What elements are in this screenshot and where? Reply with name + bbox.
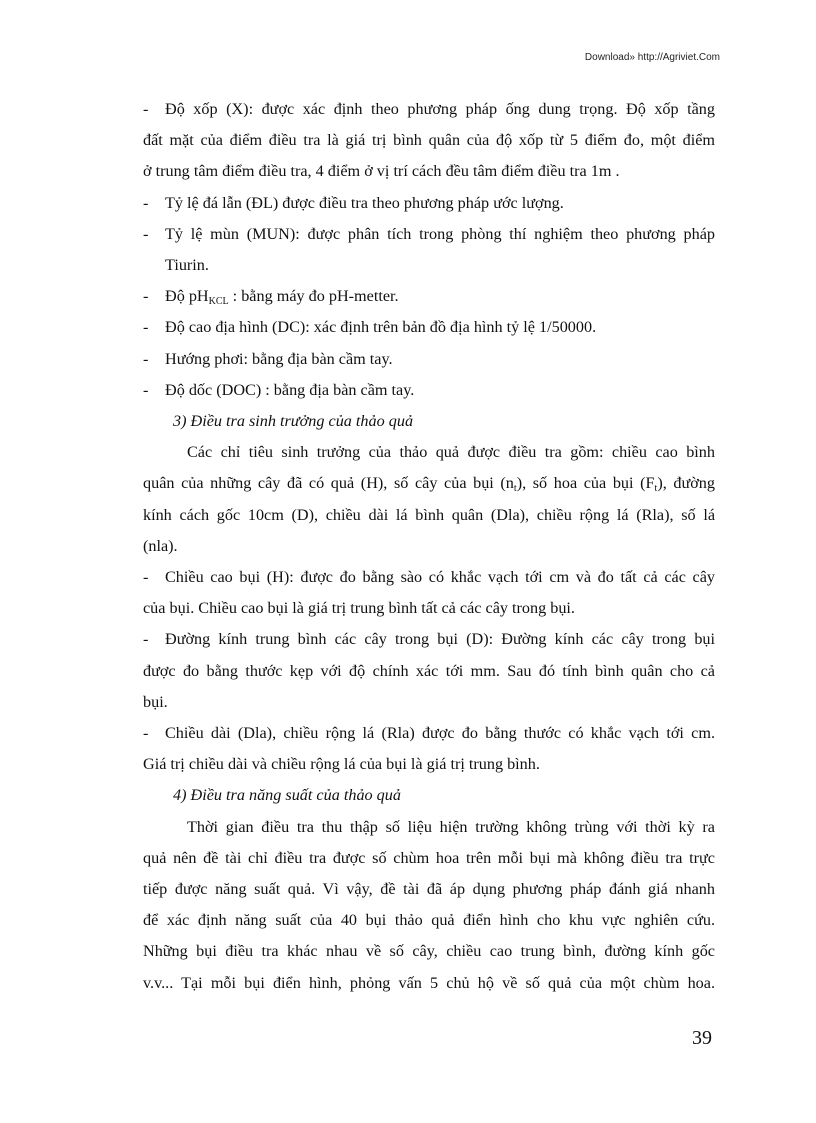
humus-line-1 [143,219,715,250]
s4-para-line-6: v.v... Tại mỗi bụi điển hình, phỏng vấn 5 chủ hộ về số quả của một chùm hoa. [143,973,715,992]
bullet: - [143,349,149,368]
porosity-text-1: Độ xốp (X): được xác định theo phương pháp ống dung trọng. Độ xốp tầng [165,100,715,118]
diameter-line-3: bụi. [143,692,168,711]
diameter-text-1: Đường kính trung bình các cây trong bụi (D): Đường kính các cây trong bụi [165,630,715,649]
aspect-item [143,344,715,375]
ph-item [143,281,715,312]
porosity-line-1 [143,94,715,125]
diameter-line-2: được đo bằng thước kẹp với độ chính xác tới mm. Sau đó tính bình quân cho cả [143,661,715,680]
height-line-1 [143,562,715,593]
subscript-t: t [513,483,517,495]
height-line-2: của bụi. Chiều cao bụi là giá trị trung bình tất cả các cây trong bụi. [143,599,575,618]
rock-text: Tỷ lệ đá lẫn (ĐL) được điều tra theo phương pháp ước lượng. [165,193,564,212]
leaf-line-1 [143,718,715,749]
s4-para-line-3: tiếp được năng suất quả. Vì vậy, đề tài đã áp dụng phương pháp đánh giá nhanh [143,880,715,899]
porosity-line-3: ở trung tâm điểm điều tra, 4 điểm ở vị trí cách đều tâm điểm điều tra 1m . [143,162,620,181]
height-text-1: Chiều cao bụi (H): được đo bằng sào có khắc vạch tới cm và đo tất cả các cây [165,568,715,587]
aspect-text: Hướng phơi: bằng địa bàn cầm tay. [165,349,393,368]
bullet: - [143,193,149,212]
s4-para-line-4: để xác định năng suất của 40 bụi thảo quả điển hình cho khu vực nghiên cứu. [143,911,715,930]
s3-intro-2a: quân của những cây đã có quả (H), số cây của bụi (n [143,474,514,493]
bullet: - [143,224,149,243]
slope-text: Độ dốc (DOC) : bằng địa bàn cầm tay. [165,380,415,399]
ph-subscript: KCL [208,296,229,308]
rock-item [143,188,715,219]
ph-suffix: : bằng máy đo pH-metter. [228,287,399,306]
subscript-t: t [654,483,658,495]
s3-intro-line-2 [143,468,715,499]
ph-prefix: Độ pH [165,287,209,306]
humus-text-1: Tỷ lệ mùn (MUN): được phân tích trong phòng thí nghiệm theo phương pháp [165,224,715,243]
humus-line-2: Tiurin. [165,256,209,275]
s3-intro-line-1: Các chỉ tiêu sinh trưởng của thảo quả được điều tra gồm: chiều cao bình [187,443,715,462]
bullet: - [143,568,149,587]
elevation-text: Độ cao địa hình (DC): xác định trên bản đồ địa hình tỷ lệ 1/50000. [165,318,597,337]
porosity-line-2: đất mặt của điểm điều tra là giá trị bình quân của độ xốp từ 5 điểm đo, một điểm [143,131,715,150]
page-number: 39 [692,1027,712,1049]
elevation-item [143,312,715,343]
bullet: - [143,380,149,399]
s3-intro-line-3: kính cách gốc 10cm (D), chiều dài lá bình quân (Dla), chiều rộng lá (Rla), số lá [143,505,715,524]
s3-intro-2b: ), số hoa của bụi (F [516,474,655,493]
s3-intro-line-4: (nla). [143,536,178,555]
s4-para-line-1: Thời gian điều tra thu thập số liệu hiện trường không trùng với thời kỳ ra [187,817,715,836]
s4-para-line-5: Những bụi điều tra khác nhau về số cây, chiều cao trung bình, đường kính gốc [143,942,715,961]
slope-item [143,375,715,406]
bullet: - [143,318,149,337]
leaf-line-2: Giá trị chiều dài và chiều rộng lá của bụi là giá trị trung bình. [143,755,540,774]
download-header: Download» http://Agriviet.Com [584,52,720,63]
bullet: - [143,100,149,118]
bullet: - [143,287,149,306]
bullet: - [143,724,149,743]
section-4-heading: 4) Điều tra năng suất của thảo quả [173,786,401,805]
s3-intro-2c: ), đường [657,474,715,493]
section-3-heading: 3) Điều tra sinh trưởng của thảo quả [173,412,414,431]
page-body [143,94,715,999]
bullet: - [143,630,149,649]
leaf-text-1: Chiều dài (Dla), chiều rộng lá (Rla) được đo bằng thước có khắc vạch tới cm. [165,724,715,743]
s4-para-line-2: quả nên đề tài chỉ điều tra được số chùm hoa trên mỗi bụi mà không điều tra trực [143,848,715,867]
diameter-line-1 [143,624,715,655]
